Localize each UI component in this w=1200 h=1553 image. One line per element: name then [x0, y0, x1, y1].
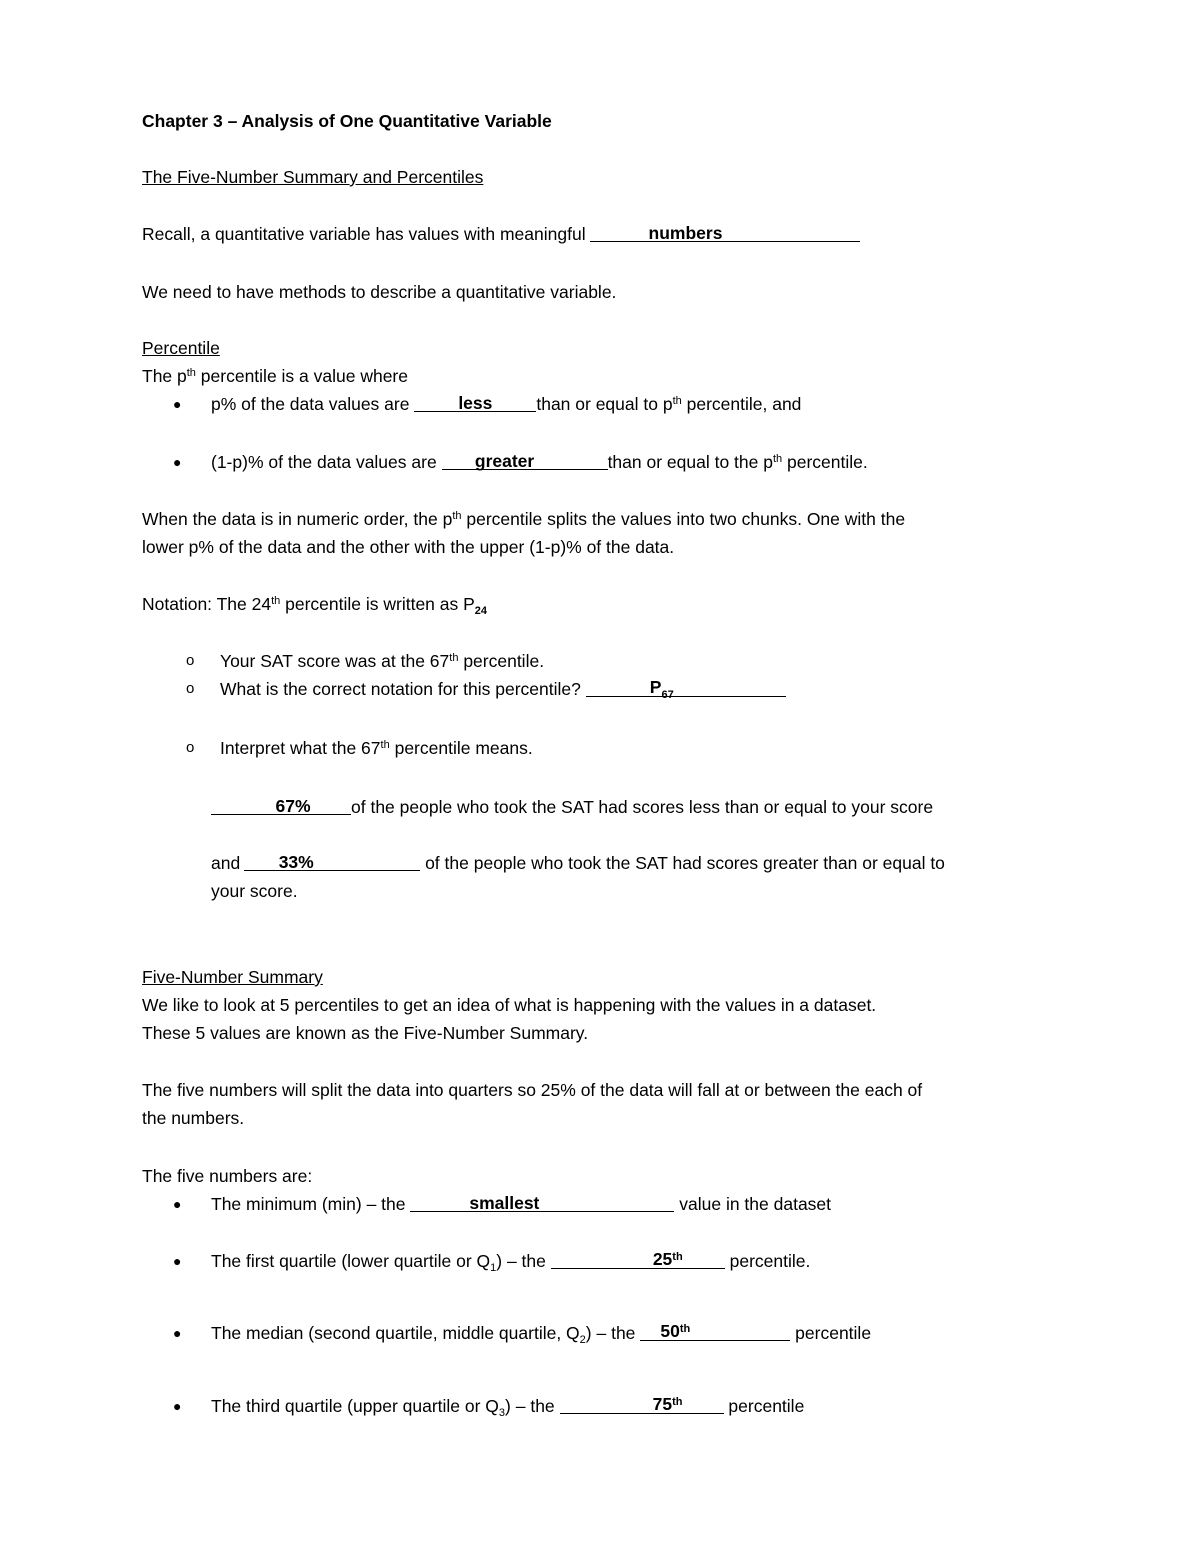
- s2-answer: P: [649, 677, 662, 697]
- q3-answer: 75: [652, 1394, 673, 1414]
- circle-bullet-icon: o: [186, 652, 195, 669]
- bullet-icon: ●: [173, 1196, 182, 1212]
- when-text-b: percentile splits the values into two chunks. One with the: [461, 509, 906, 529]
- s3-sup: th: [380, 739, 390, 751]
- s3-text-b: percentile means.: [389, 738, 533, 758]
- recall-line: [142, 223, 860, 245]
- med-text-b: ) – the: [585, 1323, 636, 1343]
- methods-line: We need to have methods to describe a quantitative variable.: [142, 282, 617, 302]
- notation-sub: 24: [474, 605, 488, 617]
- min-text-b: value in the dataset: [679, 1194, 832, 1214]
- circle-bullet-icon: o: [186, 739, 195, 756]
- notation-text-a: Notation: The 24: [142, 594, 272, 614]
- five-median: [211, 1322, 871, 1344]
- q1-answer-wrap: [653, 1250, 683, 1270]
- med-sub: 2: [579, 1334, 586, 1346]
- min-text-a: The minimum (min) – the: [211, 1194, 406, 1214]
- q1-blank: [551, 1250, 725, 1269]
- recall-blank: [590, 223, 860, 242]
- sat-interpret-line: [220, 737, 533, 759]
- q3-text-a: The third quartile (upper quartile or Q: [211, 1396, 499, 1416]
- q3-text-c: percentile: [728, 1396, 805, 1416]
- b1-sup: th: [672, 395, 682, 407]
- b1-text-a: p% of the data values are: [211, 394, 410, 414]
- q1-text-b: ) – the: [496, 1251, 546, 1271]
- i2-blank: [244, 852, 420, 871]
- notation-sup: th: [271, 595, 281, 607]
- def-text-a: The p: [142, 366, 187, 386]
- b2-blank: [442, 451, 608, 470]
- b2-answer: greater: [474, 451, 535, 471]
- five-q3: [211, 1395, 804, 1417]
- recall-text: Recall, a quantitative variable has values with meaningful: [142, 224, 586, 244]
- s1-text-b: percentile.: [458, 651, 545, 671]
- q3-blank: [560, 1395, 724, 1414]
- numeric-order-line-1: [142, 508, 905, 530]
- i2-text: of the people who took the SAT had scores greater than or equal to: [425, 853, 945, 873]
- med-text-a: The median (second quartile, middle quartile, Q: [211, 1323, 580, 1343]
- i1-text: of the people who took the SAT had scores less than or equal to your score: [351, 797, 934, 817]
- q1-sup: th: [672, 1251, 683, 1263]
- def-text-b: percentile is a value where: [195, 366, 408, 386]
- q3-sup: th: [672, 1396, 683, 1408]
- med-blank: [640, 1322, 790, 1341]
- bullet-icon: ●: [173, 1325, 182, 1341]
- chapter-title: Chapter 3 – Analysis of One Quantitative Variable: [142, 111, 552, 131]
- q3-sub: 3: [498, 1407, 506, 1419]
- s1-text-a: Your SAT score was at the 67: [220, 651, 450, 671]
- q1-answer: 25: [652, 1249, 673, 1269]
- recall-answer: numbers: [648, 223, 723, 243]
- min-blank: [410, 1193, 674, 1212]
- sat-score-line: [220, 650, 544, 672]
- med-answer: 50: [660, 1321, 680, 1341]
- numeric-order-line-2: lower p% of the data and the other with the upper (1-p)% of the data.: [142, 537, 675, 557]
- min-answer: smallest: [469, 1193, 540, 1213]
- s2-answer-sub: 67: [661, 689, 674, 701]
- med-answer-wrap: [660, 1322, 690, 1342]
- five-number-heading: Five-Number Summary: [142, 967, 323, 987]
- def-sup: th: [186, 367, 196, 379]
- notation-text-b: percentile is written as P: [280, 594, 475, 614]
- i1-answer: 67%: [275, 796, 311, 816]
- i2-answer: 33%: [278, 852, 314, 872]
- q1-sub: 1: [490, 1262, 497, 1274]
- sat-notation-question: [220, 678, 786, 700]
- b2-text-c: percentile.: [782, 452, 868, 472]
- q1-text-a: The first quartile (lower quartile or Q: [211, 1251, 491, 1271]
- q3-answer-wrap: [653, 1395, 683, 1415]
- b2-sup: th: [772, 453, 783, 465]
- bullet-icon: ●: [173, 1253, 182, 1269]
- interpret-greater-line: [211, 852, 945, 874]
- five-p2-line1: The five numbers will split the data into quarters so 25% of the data will fall at or between the each of: [142, 1080, 923, 1100]
- five-p2-line2: the numbers.: [142, 1108, 245, 1128]
- bullet-icon: ●: [173, 396, 182, 412]
- med-text-c: percentile: [795, 1323, 872, 1343]
- when-sup: th: [452, 510, 462, 522]
- percentile-definition: [142, 365, 408, 387]
- five-intro: The five numbers are:: [142, 1166, 313, 1186]
- s2-blank: [586, 677, 786, 701]
- percentile-bullet-less: [211, 393, 801, 415]
- b2-text-a: (1-p)% of the data values are: [211, 452, 437, 472]
- section-heading: The Five-Number Summary and Percentiles: [142, 167, 484, 187]
- q1-text-c: percentile.: [729, 1251, 811, 1271]
- percentile-heading: Percentile: [142, 338, 220, 358]
- q3-text-b: ) – the: [505, 1396, 555, 1416]
- when-text-a: When the data is in numeric order, the p: [142, 509, 453, 529]
- i1-blank: [211, 796, 351, 815]
- circle-bullet-icon: o: [186, 680, 195, 697]
- percentile-bullet-greater: [211, 451, 868, 473]
- bullet-icon: ●: [173, 454, 182, 470]
- five-q1: [211, 1250, 810, 1272]
- notation-line: [142, 593, 487, 615]
- i2-text-a: and: [211, 853, 241, 873]
- s2-answer-wrap: [649, 677, 674, 701]
- b2-text-b: than or equal to the p: [607, 452, 773, 472]
- s1-sup: th: [449, 652, 459, 664]
- five-p1-line1: We like to look at 5 percentiles to get an idea of what is happening with the values in a dataset.: [142, 995, 877, 1015]
- b1-blank: [414, 393, 536, 412]
- interpret-greater-cont: your score.: [211, 881, 298, 901]
- s3-text-a: Interpret what the 67: [220, 738, 381, 758]
- s2-text: What is the correct notation for this percentile?: [220, 679, 581, 699]
- five-min: [211, 1193, 831, 1215]
- five-p1-line2: These 5 values are known as the Five-Number Summary.: [142, 1023, 589, 1043]
- bullet-icon: ●: [173, 1398, 182, 1414]
- b1-text-b: than or equal to p: [536, 394, 673, 414]
- interpret-less-line: [211, 796, 933, 818]
- b1-answer: less: [458, 393, 493, 413]
- med-sup: th: [679, 1323, 691, 1335]
- b1-text-c: percentile, and: [681, 394, 802, 414]
